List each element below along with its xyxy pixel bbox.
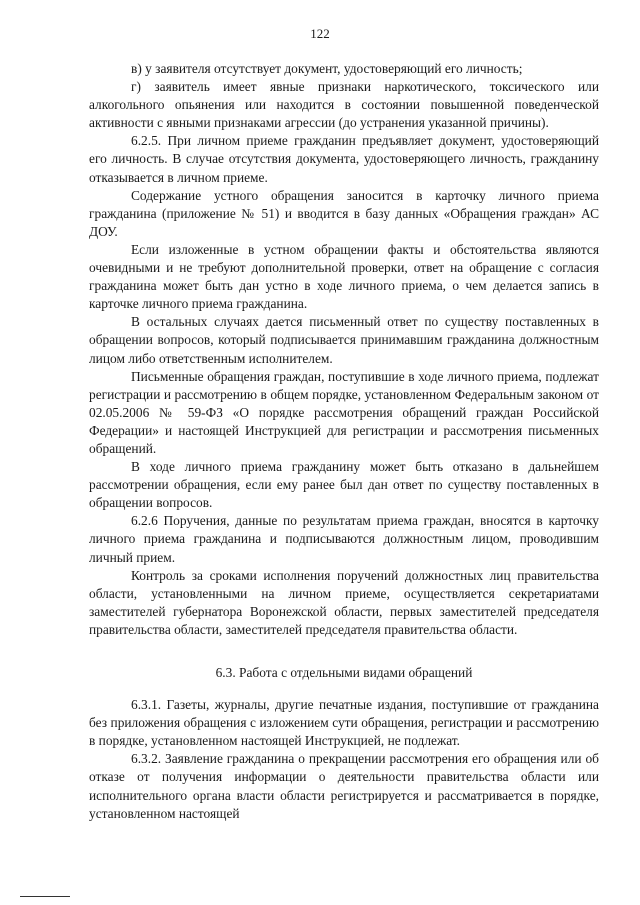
paragraph: в) у заявителя отсутствует документ, удостоверяющий его личность; xyxy=(131,61,523,76)
paragraph: В остальных случаях дается письменный ответ по существу поставленных в обращении вопросов, который подписывается принимавшим гражданина должностным лицом либо ответственным исполнителем. xyxy=(89,314,599,366)
paragraph: Письменные обращения граждан, поступившие в ходе личного приема, подлежат регистрации и рассмотрению в общем порядке, установленном Федеральным законом от 02.05.2006 № 59-ФЗ «О порядке рассмотрения обращений граждан Российской Федерации» и настоящей Инструкцией для регистрации и рассмотрения письменных обращений. xyxy=(89,368,599,456)
paragraph: 6.3.2. Заявление гражданина о прекращении рассмотрения его обращения или об отказе от получения информации о деятельности правительства области или исполнительного органа власти области регистрируется и рассматривается в порядке, установленном настоящей xyxy=(89,751,599,821)
paragraph: Если изложенные в устном обращении факты и обстоятельства являются очевидными и не требуют дополнительной проверки, ответ на обращение с согласия гражданина может быть дан устно в ходе личного приема, о чем делается запись в карточке личного приема гражданина. xyxy=(89,241,599,312)
paragraph: 6.3.1. Газеты, журналы, другие печатные издания, поступившие от гражданина без приложения обращения с изложением сути обращения, регистрации и рассмотрению в порядке, установленном настоящей Инструкцией, не подлежат. xyxy=(89,697,599,749)
paragraph: г) заявитель имеет явные признаки наркотического, токсического или алкогольного опьянения или находится в состоянии повышенной поведенческой активности с явными признаками агрессии (до устранения указанной причины). xyxy=(89,79,599,131)
paragraph: В ходе личного приема гражданину может быть отказано в дальнейшем рассмотрении обращения, если ему ранее был дан ответ по существу поставленных в обращении вопросов. xyxy=(89,459,599,511)
document-body xyxy=(89,60,599,823)
section-heading: 6.3. Работа с отдельными видами обращений xyxy=(215,665,473,680)
page-number: 122 xyxy=(310,26,330,41)
paragraph: Контроль за сроками исполнения поручений должностных лиц правительства области, установленными на личном приеме, осуществляется секретариатами заместителей губернатора Воронежской области, первых заместителей председателя правительства области, заместителей председателя правительства области. xyxy=(89,567,599,637)
paragraph: Содержание устного обращения заносится в карточку личного приема гражданина (приложение № 51) и вводится в базу данных «Обращения граждан» АС ДОУ. xyxy=(89,187,599,239)
paragraph: 6.2.6 Поручения, данные по результатам приема граждан, вносятся в карточку личного приема гражданина и подписываются должностным лицом, проводившим личный прием. xyxy=(89,513,599,565)
footer-rule xyxy=(20,896,70,897)
paragraph: 6.2.5. При личном приеме гражданин предъявляет документ, удостоверяющий его личность. В случае отсутствия документа, удостоверяющего личность, гражданину отказывается в личном приеме. xyxy=(89,133,599,185)
